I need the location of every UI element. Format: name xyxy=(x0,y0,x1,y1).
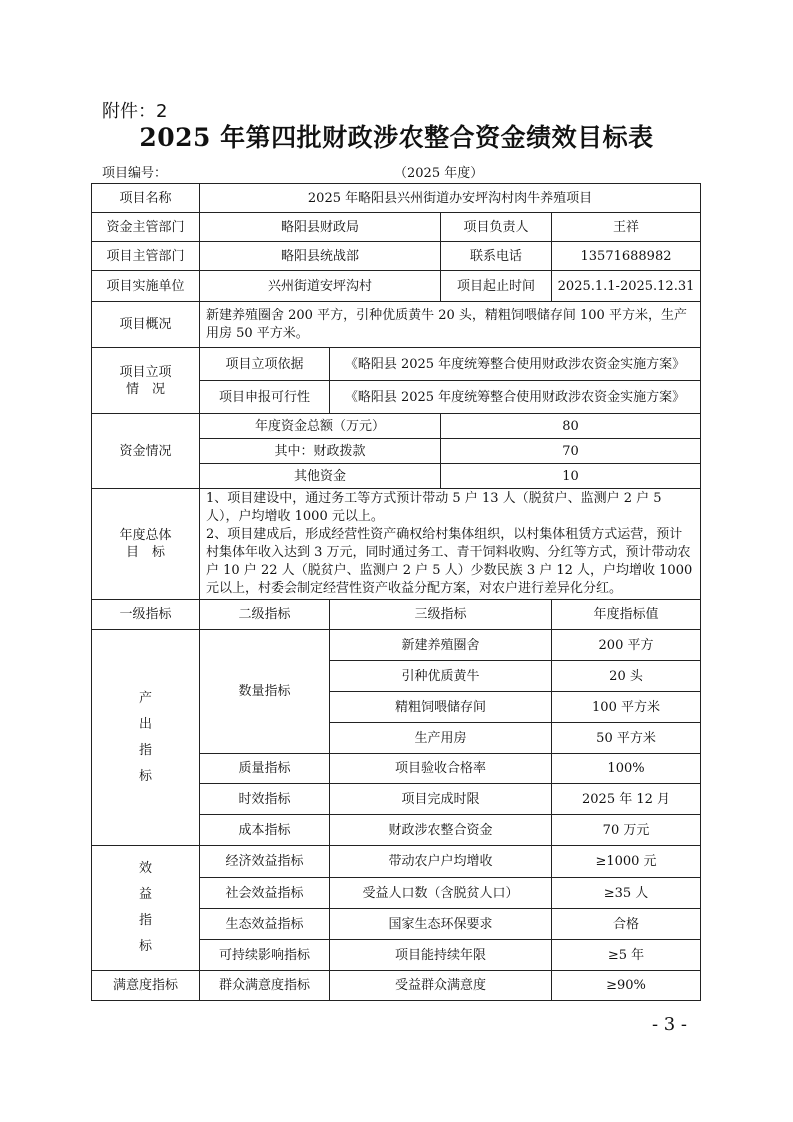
quality-name: 项目验收合格率 xyxy=(330,754,552,784)
time-label: 时效指标 xyxy=(200,784,330,815)
indicator-header-row xyxy=(92,600,701,630)
row-fund-dept xyxy=(92,213,701,242)
row-approval-basis xyxy=(92,348,701,381)
quantity-name: 生产用房 xyxy=(330,723,552,754)
output-label: 产 出 指 标 xyxy=(92,630,200,846)
benefit-level2: 可持续影响指标 xyxy=(200,940,330,971)
satisfaction-value: ≥90% xyxy=(552,971,701,1001)
performance-target-table xyxy=(91,183,701,1001)
overview-label: 项目概况 xyxy=(92,302,200,348)
row-annual-goal xyxy=(92,489,701,600)
satisfaction-level1: 满意度指标 xyxy=(92,971,200,1001)
cost-label: 成本指标 xyxy=(200,815,330,846)
output-row-1 xyxy=(92,630,701,661)
period-label: 项目起止时间 xyxy=(441,271,552,302)
row-funds-total xyxy=(92,414,701,439)
goal-item-1: 1、项目建设中，通过务工等方式预计带动 5 户 13 人（脱贫户、监测户 2 户 5 人），户均增收 1000 元以上。 xyxy=(206,491,662,524)
benefit-level2: 社会效益指标 xyxy=(200,878,330,909)
funds-other-label: 其他资金 xyxy=(200,464,441,489)
approval-basis-value: 《略阳县 2025 年度统筹整合使用财政涉农资金实施方案》 xyxy=(330,348,701,381)
benefit-name: 国家生态环保要求 xyxy=(330,909,552,940)
page-number: - 3 - xyxy=(651,1014,687,1035)
quantity-name: 引种优质黄牛 xyxy=(330,661,552,692)
overview-text: 新建养殖圈舍 200 平方，引种优质黄牛 20 头，精粗饲喂储存间 100 平方米，生产用房 50 平方米。 xyxy=(200,302,701,348)
goal-item-2: 2、项目建成后，形成经营性资产确权给村集体组织，以村集体租赁方式运营，预计村集体年收入达到 3 万元，同时通过务工、青干饲料收购、分红等方式，预计带动农户 10 户 22 人（脱贫户、监测户 2 户 5 人）少数民族 3 户 12 人，户均增收 1000 元以上，村委会制定经营性资产收益分配方案，对农户进行差异化分红。 xyxy=(206,527,693,596)
goal-label xyxy=(92,489,200,600)
row-impl-unit xyxy=(92,271,701,302)
benefit-value: ≥5 年 xyxy=(552,940,701,971)
project-dept-label: 项目主管部门 xyxy=(92,242,200,271)
time-value: 2025 年 12 月 xyxy=(552,784,701,815)
leader-label: 项目负责人 xyxy=(441,213,552,242)
phone-label: 联系电话 xyxy=(441,242,552,271)
header-level3: 三级指标 xyxy=(330,600,552,630)
satisfaction-name: 受益群众满意度 xyxy=(330,971,552,1001)
time-name: 项目完成时限 xyxy=(330,784,552,815)
row-project-name xyxy=(92,184,701,213)
header-value: 年度指标值 xyxy=(552,600,701,630)
funds-label: 资金情况 xyxy=(92,414,200,489)
fund-dept-value: 略阳县财政局 xyxy=(200,213,441,242)
benefit-label: 效 益 指 标 xyxy=(92,846,200,971)
goal-label-line1: 年度总体 xyxy=(119,528,172,543)
benefit-level2: 生态效益指标 xyxy=(200,909,330,940)
approval-basis-label: 项目立项依据 xyxy=(200,348,330,381)
satisfaction-row xyxy=(92,971,701,1001)
leader-value: 王祥 xyxy=(552,213,701,242)
funds-other-value: 10 xyxy=(441,464,701,489)
funds-total-value: 80 xyxy=(441,414,701,439)
quality-label: 质量指标 xyxy=(200,754,330,784)
funds-fiscal-label: 其中：财政拨款 xyxy=(200,439,441,464)
project-dept-value: 略阳县统战部 xyxy=(200,242,441,271)
benefit-name: 带动农户户均增收 xyxy=(330,846,552,878)
benefit-value: ≥1000 元 xyxy=(552,846,701,878)
benefit-value: ≥35 人 xyxy=(552,878,701,909)
approval-label-line1: 项目立项 xyxy=(119,364,172,380)
phone-value: 13571688982 xyxy=(552,242,701,271)
benefit-name: 受益人口数（含脱贫人口） xyxy=(330,878,552,909)
goal-label-line2: 目 标 xyxy=(125,545,165,560)
quantity-name: 精粗饲喂储存间 xyxy=(330,692,552,723)
approval-label xyxy=(92,348,200,414)
benefit-level2: 经济效益指标 xyxy=(200,846,330,878)
approval-label-line2: 情 况 xyxy=(125,381,165,397)
cost-name: 财政涉农整合资金 xyxy=(330,815,552,846)
feasibility-value: 《略阳县 2025 年度统筹整合使用财政涉农资金实施方案》 xyxy=(330,381,701,414)
quantity-name: 新建养殖圈舍 xyxy=(330,630,552,661)
quantity-value: 100 平方米 xyxy=(552,692,701,723)
funds-total-label: 年度资金总额（万元） xyxy=(200,414,441,439)
period-value: 2025.1.1-2025.12.31 xyxy=(552,271,701,302)
page-title: 2025 年第四批财政涉农整合资金绩效目标表 xyxy=(139,123,654,152)
feasibility-label: 项目申报可行性 xyxy=(200,381,330,414)
funds-fiscal-value: 70 xyxy=(441,439,701,464)
quantity-value: 20 头 xyxy=(552,661,701,692)
attachment-label: 附件：2 xyxy=(102,101,168,122)
benefit-row-1 xyxy=(92,846,701,878)
project-code-label: 项目编号： xyxy=(102,166,168,181)
impl-unit-value: 兴州街道安坪沟村 xyxy=(200,271,441,302)
goal-text xyxy=(200,489,701,600)
project-name-label: 项目名称 xyxy=(92,184,200,213)
benefit-value: 合格 xyxy=(552,909,701,940)
impl-unit-label: 项目实施单位 xyxy=(92,271,200,302)
quantity-label: 数量指标 xyxy=(200,630,330,754)
cost-value: 70 万元 xyxy=(552,815,701,846)
row-project-dept xyxy=(92,242,701,271)
row-overview xyxy=(92,302,701,348)
project-name-value: 2025 年略阳县兴州街道办安坪沟村肉牛养殖项目 xyxy=(200,184,701,213)
year-label: （2025 年度） xyxy=(394,166,484,181)
header-level2: 二级指标 xyxy=(200,600,330,630)
header-level1: 一级指标 xyxy=(92,600,200,630)
satisfaction-level2: 群众满意度指标 xyxy=(200,971,330,1001)
quantity-value: 200 平方 xyxy=(552,630,701,661)
quality-value: 100% xyxy=(552,754,701,784)
fund-dept-label: 资金主管部门 xyxy=(92,213,200,242)
benefit-name: 项目能持续年限 xyxy=(330,940,552,971)
quantity-value: 50 平方米 xyxy=(552,723,701,754)
